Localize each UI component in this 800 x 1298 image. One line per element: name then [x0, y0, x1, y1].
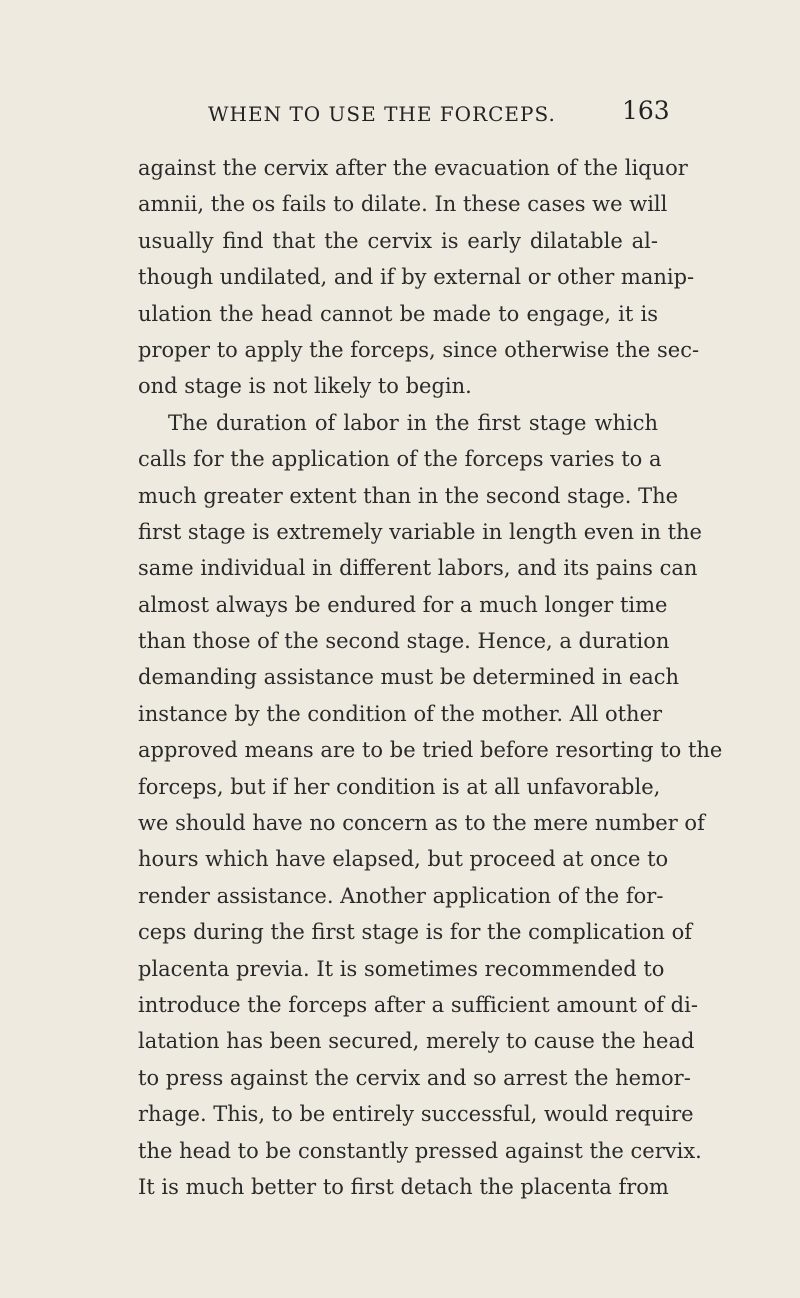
text-line: much greater extent than in the second stage. The [138, 483, 679, 508]
text-line: first stage is extremely variable in length even in the [138, 519, 702, 544]
text-line: usually find that the cervix is early dilatable al- [138, 228, 658, 253]
text-line: ceps during the first stage is for the complication of [138, 920, 692, 945]
body-text [138, 150, 723, 1205]
page-number: 163 [622, 96, 670, 125]
text-line: It is much better to first detach the placenta from [138, 1174, 669, 1199]
text-line: The duration of labor in the first stage which [168, 410, 658, 435]
text-line: introduce the forceps after a sufficient amount of di- [138, 992, 698, 1017]
text-line: than those of the second stage. Hence, a duration [138, 629, 670, 654]
running-head [0, 90, 800, 130]
text-line: hours which have elapsed, but proceed at once to [138, 847, 669, 872]
text-line: calls for the application of the forceps varies to a [138, 447, 662, 472]
text-line: we should have no concern as to the mere number of [138, 811, 705, 836]
text-line: amnii, the os fails to dilate. In these cases we will [138, 192, 668, 217]
text-line: same individual in different labors, and its pains can [138, 556, 698, 581]
text-line: instance by the condition of the mother. All other [138, 701, 663, 726]
text-line: latation has been secured, merely to cause the head [138, 1029, 695, 1054]
text-line: forceps, but if her condition is at all unfavorable, [138, 774, 661, 799]
text-line: the head to be constantly pressed against the cervix. [138, 1138, 702, 1163]
text-line: against the cervix after the evacuation of the liquor [138, 156, 688, 180]
text-line: proper to apply the forceps, since otherwise the sec- [138, 337, 700, 362]
text-line: demanding assistance must be determined in each [138, 665, 680, 690]
text-line: rhage. This, to be entirely successful, would require [138, 1102, 694, 1127]
text-line: approved means are to be tried before resorting to the [138, 738, 723, 763]
text-line: ulation the head cannot be made to engage, it is [138, 301, 658, 326]
text-line: render assistance. Another application of the for- [138, 883, 664, 908]
text-line: though undilated, and if by external or other manip- [138, 265, 695, 290]
text-line: almost always be endured for a much longer time [138, 592, 668, 617]
text-line: ond stage is not likely to begin. [138, 374, 472, 399]
text-line: placenta previa. It is sometimes recommended to [138, 956, 665, 981]
running-title: WHEN TO USE THE FORCEPS. [208, 102, 556, 126]
text-line: to press against the cervix and so arrest the hemor- [138, 1065, 691, 1090]
